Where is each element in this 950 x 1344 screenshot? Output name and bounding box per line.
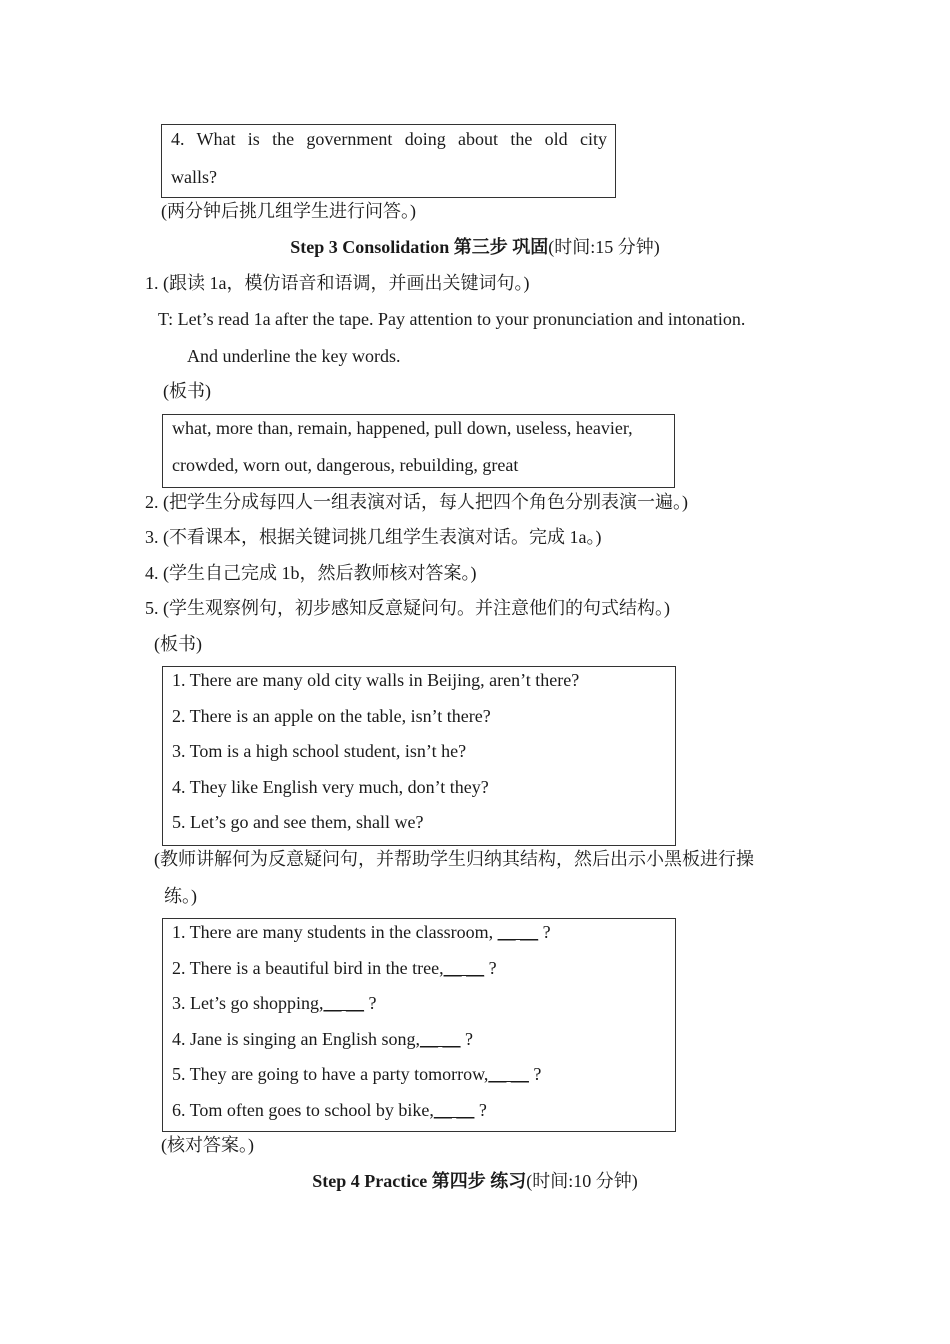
answer-blank: __ __ [420, 1029, 461, 1049]
step3-time: (时间:15 分钟) [548, 237, 660, 257]
keywords-line-1: what, more than, remain, happened, pull down, useless, heavier, [172, 418, 633, 438]
item-2: 2. (把学生分成每四人一组表演对话，每人把四个角色分别表演一遍。) [145, 492, 688, 512]
item-5: 5. (学生观察例句，初步感知反意疑问句。并注意他们的句式结构。) [145, 598, 670, 618]
step4-time: (时间:10 分钟) [526, 1171, 638, 1191]
board-label-1: (板书) [163, 381, 211, 401]
teacher-explain-line-1: (教师讲解何为反意疑问句，并帮助学生归纳其结构，然后出示小黑板进行操 [154, 849, 754, 869]
exercise-item: 3. Let’s go shopping,__ __ ? [172, 993, 377, 1013]
board-label-2: (板书) [154, 634, 202, 654]
answer-blank: __ __ [488, 1064, 529, 1084]
exercise-item: 2. There is a beautiful bird in the tree,__ __ ? [172, 958, 497, 978]
answer-blank: __ __ [323, 993, 364, 1013]
teacher-instruction-line-1: T: Let’s read 1a after the tape. Pay attention to your pronunciation and intonation. [158, 309, 746, 329]
step4-heading [0, 1170, 950, 1192]
note-two-minutes: (两分钟后挑几组学生进行问答。) [161, 201, 416, 221]
item-3: 3. (不看课本，根据关键词挑几组学生表演对话。完成 1a。) [145, 527, 602, 547]
teacher-instruction-line-2: And underline the key words. [187, 346, 401, 366]
example-sentence: 3. Tom is a high school student, isn’t he? [172, 741, 467, 761]
examples-box [162, 666, 676, 846]
question-box [161, 124, 616, 198]
item-4: 4. (学生自己完成 1b，然后教师核对答案。) [145, 563, 477, 583]
step3-heading [0, 236, 950, 258]
exercise-item: 6. Tom often goes to school by bike,__ __ ? [172, 1100, 487, 1120]
question-line-2: walls? [171, 167, 217, 187]
exercise-item: 1. There are many students in the classroom, __ __ ? [172, 922, 551, 942]
teacher-explain-line-2: 练。) [164, 886, 197, 906]
step4-title: Step 4 Practice 第四步 练习 [312, 1171, 527, 1191]
check-answers-note: (核对答案。) [161, 1135, 254, 1155]
keywords-line-2: crowded, worn out, dangerous, rebuilding, great [172, 455, 519, 475]
question-line-1: 4. What is the government doing about the old city [171, 129, 607, 149]
keywords-box [162, 414, 675, 488]
example-sentence: 2. There is an apple on the table, isn’t there? [172, 706, 491, 726]
step3-title: Step 3 Consolidation 第三步 巩固 [290, 237, 549, 257]
answer-blank: __ __ [497, 922, 539, 942]
exercise-item: 4. Jane is singing an English song,__ __ ? [172, 1029, 473, 1049]
answer-blank: __ __ [433, 1100, 475, 1120]
answer-blank: __ __ [443, 958, 485, 978]
example-sentence: 4. They like English very much, don’t they? [172, 777, 489, 797]
item-1: 1. (跟读 1a，模仿语音和语调，并画出关键词句。) [145, 273, 530, 293]
example-sentence: 5. Let’s go and see them, shall we? [172, 812, 424, 832]
example-sentence: 1. There are many old city walls in Beijing, aren’t there? [172, 670, 580, 690]
exercise-item: 5. They are going to have a party tomorrow,__ __ ? [172, 1064, 542, 1084]
exercise-box [162, 918, 676, 1132]
